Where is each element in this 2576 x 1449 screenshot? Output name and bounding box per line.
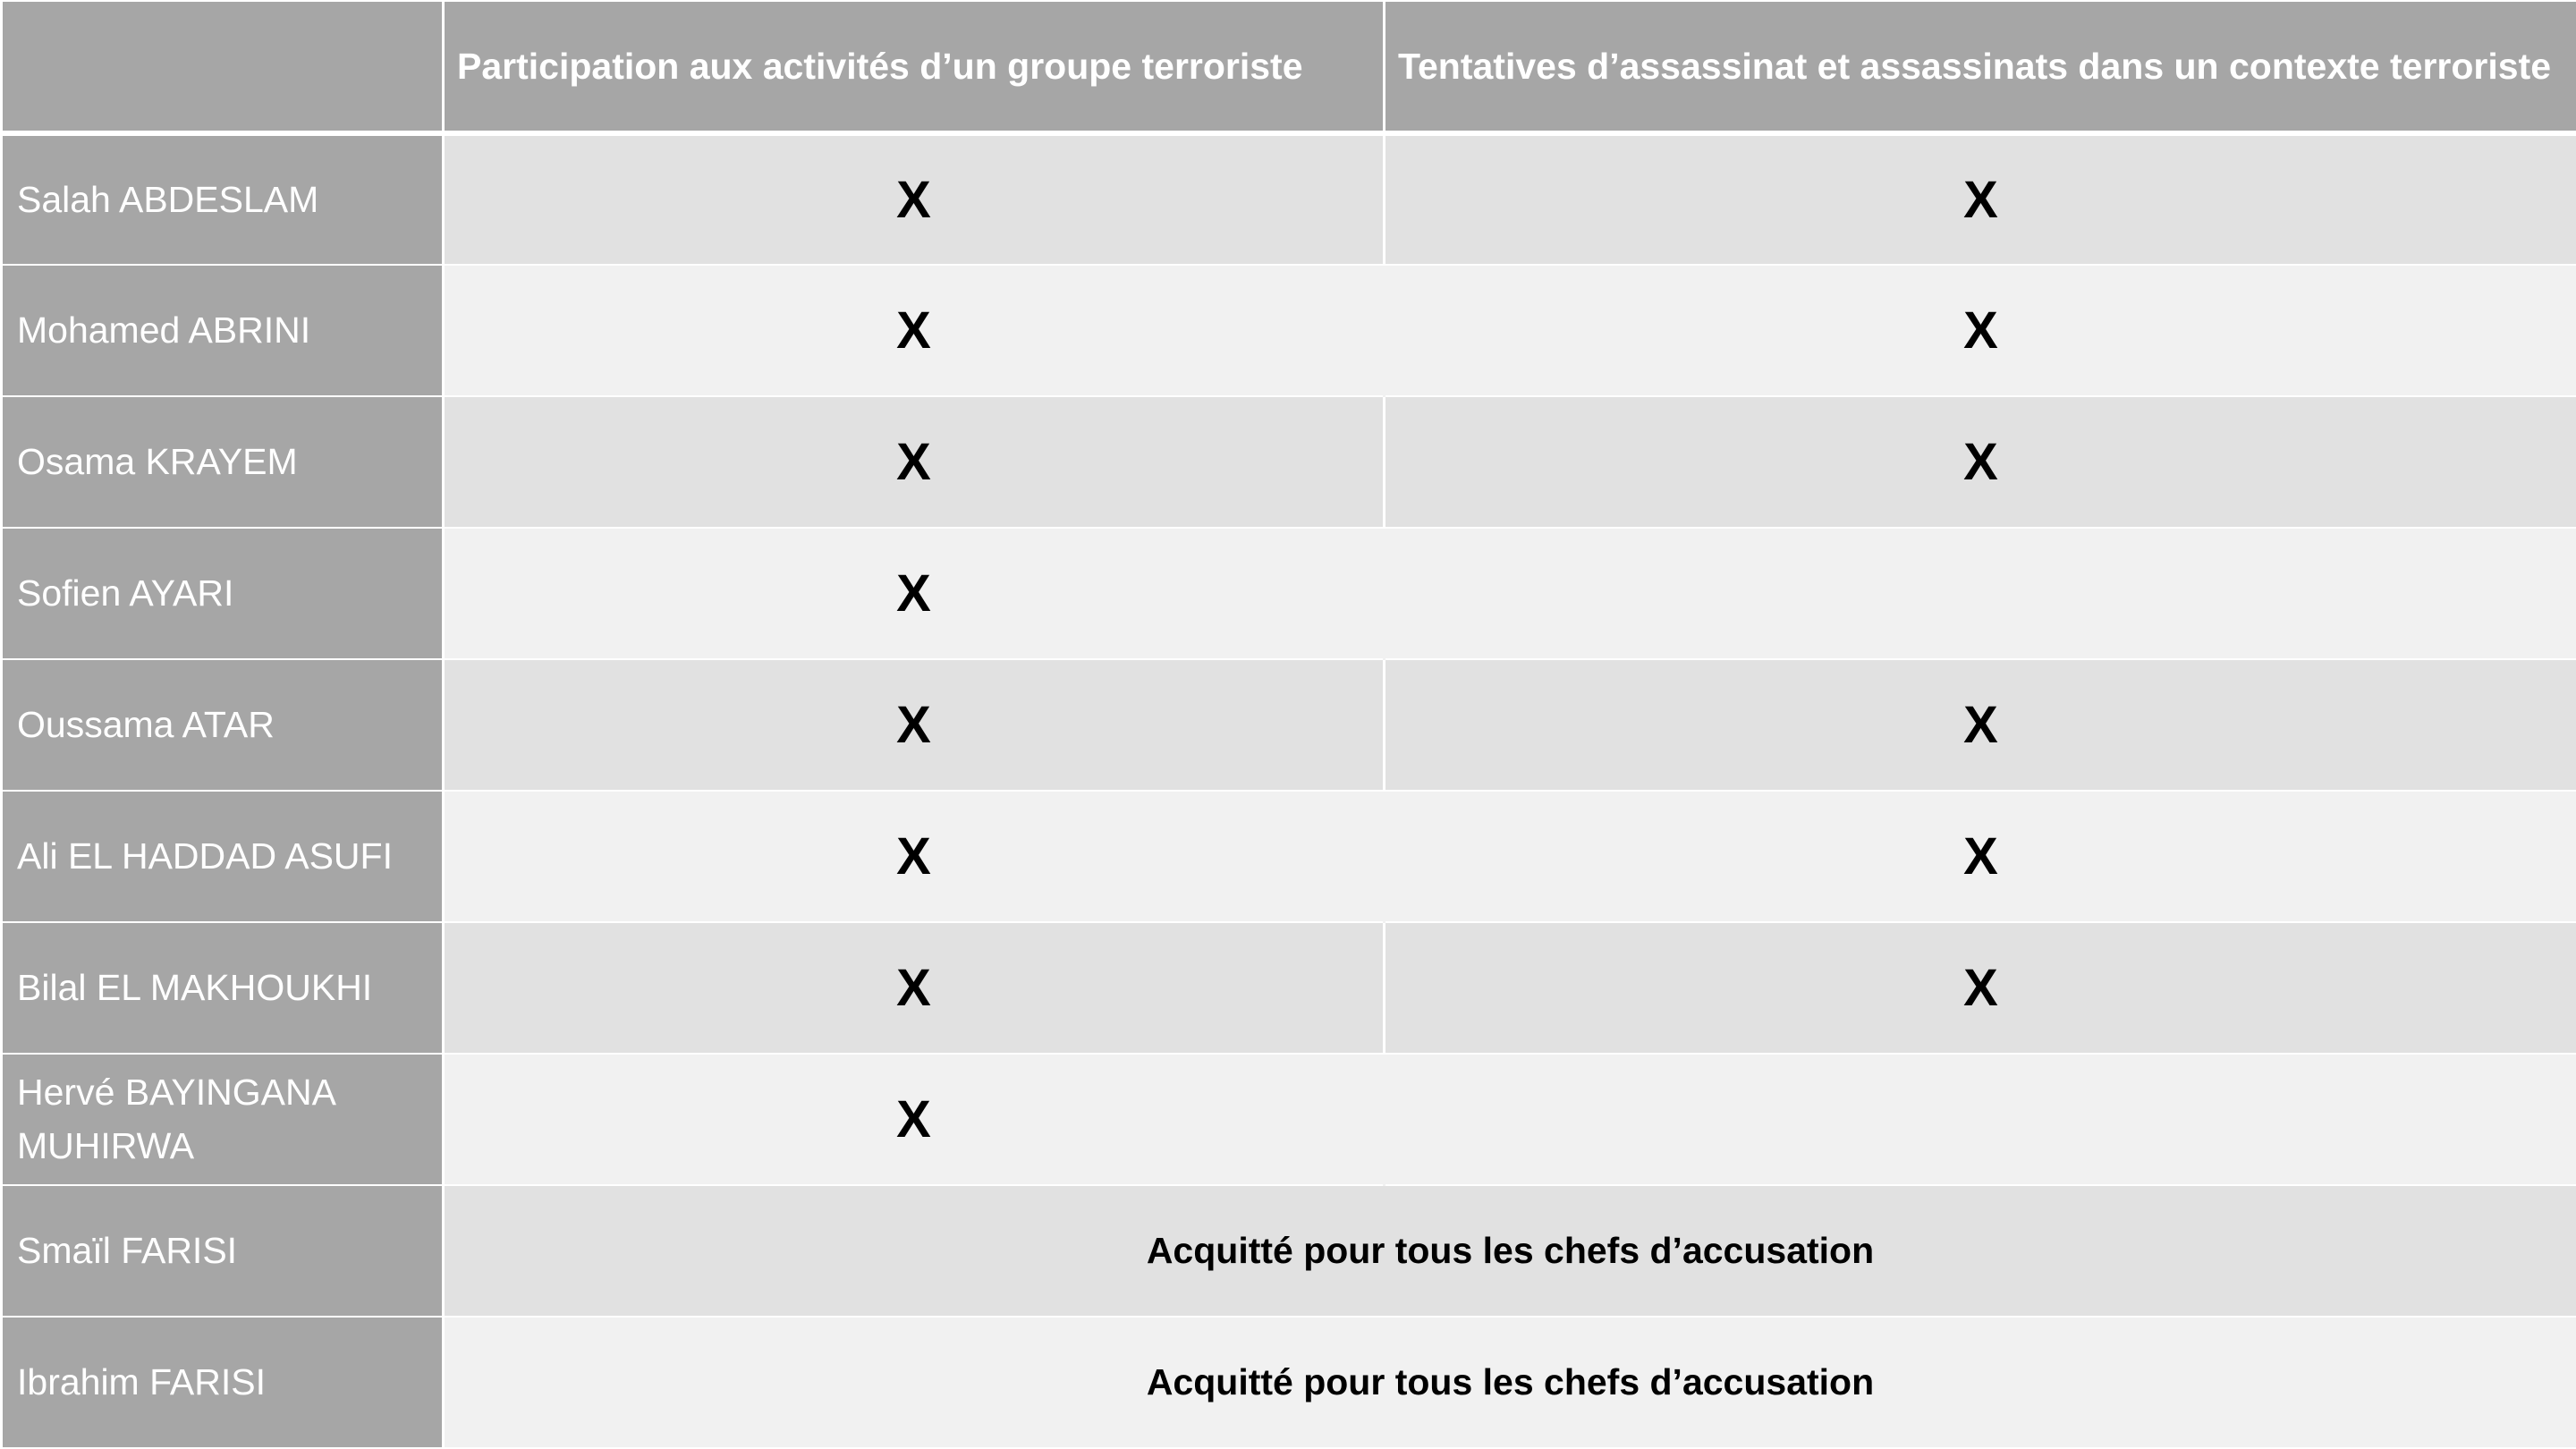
assassinat-mark — [1385, 528, 2576, 659]
defendant-name: Hervé BAYINGANA MUHIRWA — [2, 1054, 444, 1185]
participation-mark: X — [444, 133, 1385, 265]
table-row — [2, 791, 2576, 922]
assassinat-mark: X — [1385, 791, 2576, 922]
acquittal-verdict: Acquitté pour tous les chefs d’accusation — [444, 1317, 2576, 1448]
acquittal-verdict: Acquitté pour tous les chefs d’accusation — [444, 1185, 2576, 1317]
participation-mark: X — [444, 528, 1385, 659]
participation-mark: X — [444, 396, 1385, 528]
participation-mark: X — [444, 1054, 1385, 1185]
header-name-cell — [2, 1, 444, 133]
table-header — [2, 1, 2576, 133]
table-row — [2, 922, 2576, 1054]
table-row — [2, 265, 2576, 396]
assassinat-mark: X — [1385, 133, 2576, 265]
header-participation: Participation aux activités d’un groupe terroriste — [444, 1, 1385, 133]
assassinat-mark — [1385, 1054, 2576, 1185]
table-row — [2, 1185, 2576, 1317]
defendant-name: Bilal EL MAKHOUKHI — [2, 922, 444, 1054]
participation-mark: X — [444, 791, 1385, 922]
table-row — [2, 1317, 2576, 1448]
defendant-name: Smaïl FARISI — [2, 1185, 444, 1317]
defendant-name: Osama KRAYEM — [2, 396, 444, 528]
table-row — [2, 133, 2576, 265]
table-row — [2, 528, 2576, 659]
assassinat-mark: X — [1385, 396, 2576, 528]
table-row — [2, 659, 2576, 791]
defendant-name: Oussama ATAR — [2, 659, 444, 791]
defendant-name: Sofien AYARI — [2, 528, 444, 659]
table-row — [2, 396, 2576, 528]
participation-mark: X — [444, 922, 1385, 1054]
assassinat-mark: X — [1385, 265, 2576, 396]
defendant-name: Mohamed ABRINI — [2, 265, 444, 396]
header-assassinat: Tentatives d’assassinat et assassinats dans un contexte terroriste — [1385, 1, 2576, 133]
participation-mark: X — [444, 265, 1385, 396]
table-row — [2, 1054, 2576, 1185]
participation-mark: X — [444, 659, 1385, 791]
header-row — [2, 1, 2576, 133]
table-body — [2, 133, 2576, 1448]
assassinat-mark: X — [1385, 922, 2576, 1054]
defendant-name: Ali EL HADDAD ASUFI — [2, 791, 444, 922]
defendant-name: Ibrahim FARISI — [2, 1317, 444, 1448]
assassinat-mark: X — [1385, 659, 2576, 791]
defendant-name: Salah ABDESLAM — [2, 133, 444, 265]
